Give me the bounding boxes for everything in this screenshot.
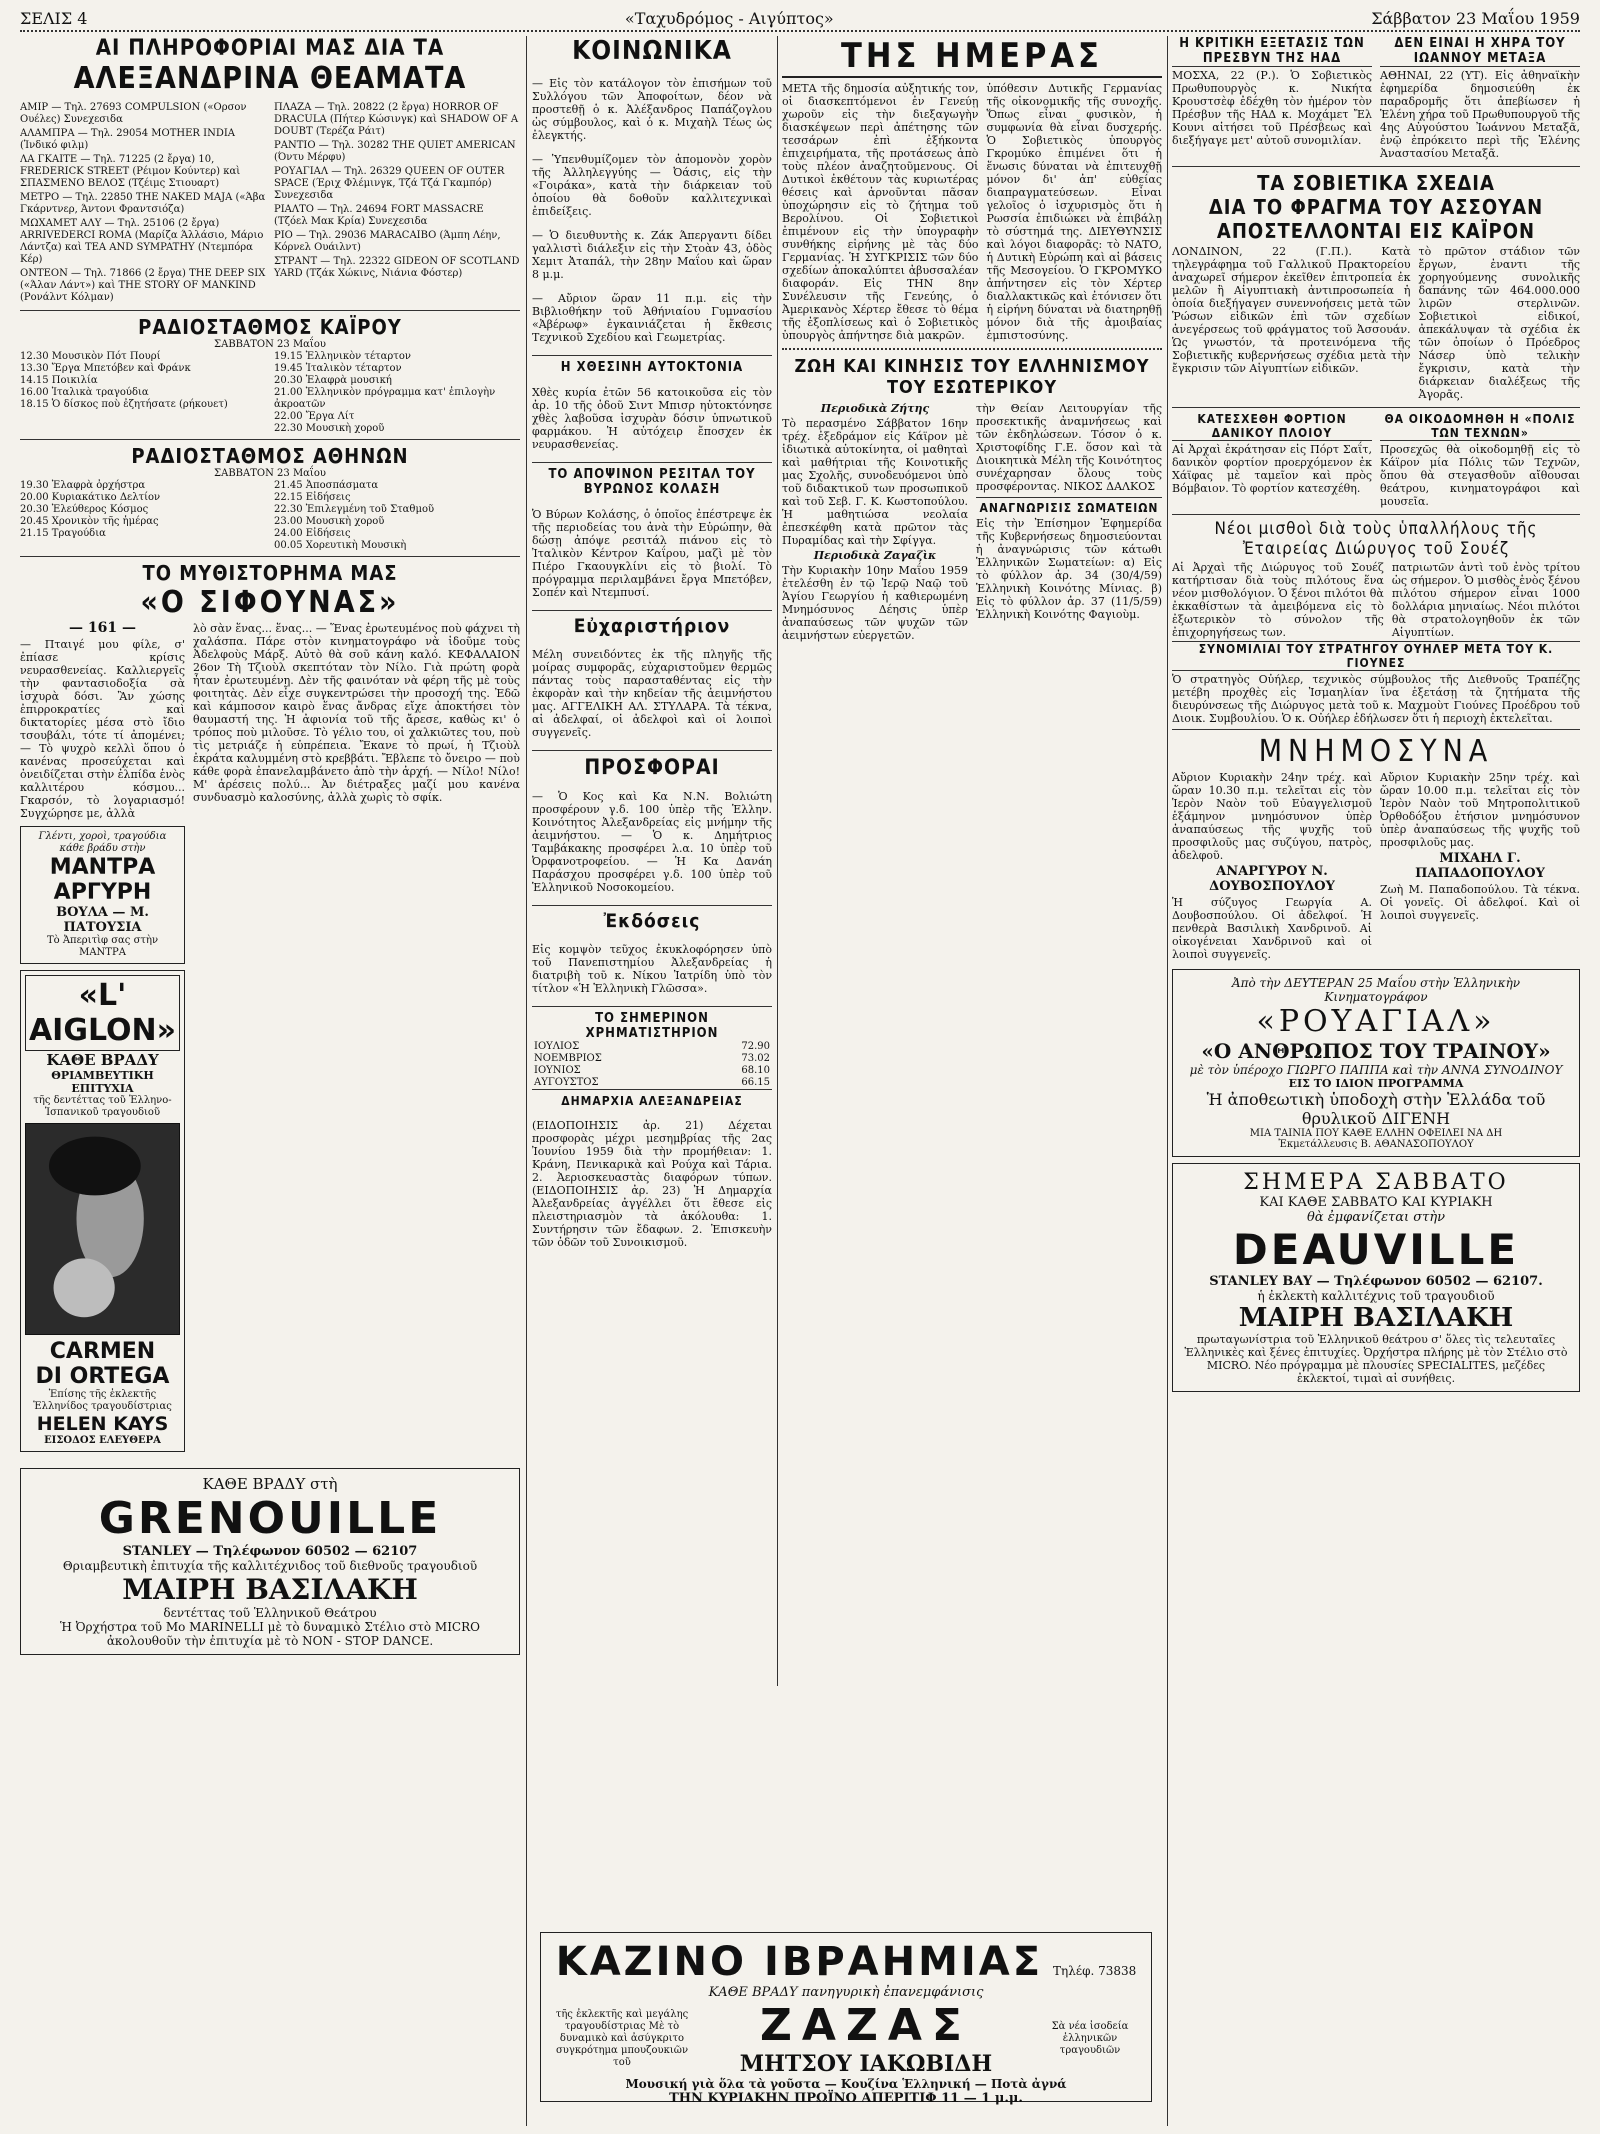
radio-athens-title: ΡΑΔΙΟΣΤΑΘΜΟΣ ΑΘΗΝΩΝ [131,444,409,468]
table-row [532,1065,772,1077]
radio-slot: 22.00 Ἔργα Λίτ [274,411,355,422]
table-row [532,1053,772,1065]
cinema-entry: ΡΟΥΑΓΙΑΛ — Τηλ. 26329 QUEEN OF OUTER SPACE (Έριχ Φλέμινγκ, Τζά Τζά Γκαμπόρ) Συνεχεσιδα [274,166,505,201]
article-text: Αἱ Ἀρχαὶ ἐκράτησαν εἰς Πόρτ Σαΐτ, δανικὸν φορτίον προερχόμενον ἐκ Χάϊφας μὲ ταμεῖον καὶ πρὸς Βόμβαιον. Τὸ φορτίον κατεσχέθη. [1172,443,1372,495]
article-headline: ΑΝΑΓΝΩΡΙΣΙΣ ΣΩΜΑΤΕΙΩΝ [976,497,1162,515]
section-title: ΑΛΕΞΑΝΔΡΙΝΑ ΘΕΑΜΑΤΑ [73,61,467,96]
issue-date: Σάββατον 23 Μαΐου 1959 [1371,8,1580,28]
article-headline: Ἐκδόσεις [532,905,772,932]
ad-line: τῆς δεντέττας τοῦ Ἑλληνο-Ἱσπανικοῦ τραγουδιοῦ [33,1095,172,1118]
radio-slot: 22.30 Ἐπιλεγμένη τοῦ Σταθμοῦ [274,504,435,515]
editorial-text: ὑπόθεσιν Δυτικῆς Γερμανίας τῆς οἰκονομικῆς τῆς συνοχῆς. Ὅπως εἶναι φυσικὸν, ἡ συμφωνία θὰ εἶναι δυσχερής. Ὁ Σοβιετικὸς ὑπουργὸς Γκρομύκο ἐπιμένει ὅτι ἡ ἕνωσις δύναται νὰ ἐπιτευχθῇ μόνον δι' ἀπ' εὐθείας διαπραγματεύσεων. Εἶναι γελοῖος ὁ ἰσχυρισμὸς ὅτι ἡ Ρωσσία ἐπιδιώκει νὰ ἐπιβάλῃ τὸ σύστημά της. ΔΙΕΥΘΥΝΣΙΣ καὶ λόγοι διαφορᾶς: τὸ ΝΑΤΟ, ἡ Δυτικὴ Εὐρώπη καὶ αἱ βάσεις τῆς Μεσογείου. Ὁ ΓΚΡΟΜΥΚΟ ἀπήντησεν εἰς τὸν Χέρτερ διαλλακτικῶς καὶ ἐτόνισεν ὅτι ἡ εἰρήνη δύναται νὰ διατηρηθῇ μόνον διὰ τῆς ἀμοιβαίας ἐμπιστοσύνης. [986,82,1162,342]
kazino-ad [540,1932,1152,2106]
social-item: — Αὔριον ὥραν 11 π.μ. εἰς τὴν Βιβλιοθήκην τοῦ Ἀθήνιαίου Γυμνασίου «Ἀβέρωφ» ἐγκαινιάζεται ἡ ἔκθεσις Τεχνικοῦ Σχεδίου καὶ Γεωμετρίας. [532,292,772,344]
article-headline: ΤΟ ΑΠΟΨΙΝΟΝ ΡΕΣΙΤΑΛ ΤΟΥ ΒΥΡΩΝΟΣ ΚΟΛΑΣΗ [532,462,772,497]
ad-title: DEAUVILLE [1232,1225,1520,1274]
ad-line: τῆς ἐκλεκτῆς καὶ μεγάλης τραγουδίστριας Μὲ τὸ δυναμικὸ καὶ ἀσύγκριτο συγκρότημα μπουζουκιῶν τοῦ [555,2008,689,2068]
article-text: ΛΟΝΔΙΝΟΝ, 22 (Γ.Π.). Κατὰ τηλεγράφημα τοῦ Γαλλικοῦ Πρακτορείου ἀναχωρεῖ σήμερον ἐκεῖθεν ἐπιτροπεία ἐκ μελῶν ἢ Αἰγυπτιακὴ ἀντιπροσωπεία ἡ ὁποία διεξήγαγεν συνεννοήσεις μετὰ τῶν Ῥώσων εἰδικῶν ἐπὶ τῶν σχεδίων ἀνεγέρσεως τοῦ φράγματος τοῦ Ἀσσουάν. Ὡς γνωστόν, τὰ προτεινόμενα τῆς Σοβιετικῆς κυβερνήσεως σχέδια μετὰ τὴν ἔγκρισιν τῶν Αἰγυπτίων εἰδικῶν. [1172,245,1411,375]
ad-line: πρωταγωνίστρια τοῦ Ἑλληνικοῦ θεάτρου σ' ὅλες τὶς τελευταῖες Ἑλληνικὲς καὶ ξένες ἐπιτυχίες. Ὀρχήστρα πλήρης μὲ τὸν Στέλιο στὸ MICRO. Νέο πρόγραμμα μὲ πλουσίες SPECIALITES, μεζέδες ἐκλεκτοί, τιμαὶ αἱ συνήθεις. [1184,1333,1568,1385]
cinema-entry: ΟΝΤΕΟΝ — Τηλ. 71866 (2 ἔργα) THE DEEP SIX («Άλαν Λάντ») καὶ THE STORY OF MANKIND (Ρονάλντ Κόλμαν) [20,268,266,303]
radio-slot: 21.00 Ἑλληνικὸν πρόγραμμα κατ' ἐπιλογὴν ἀκροατῶν [274,387,496,410]
radio-slot: 20.30 Ἐλαφρὰ μουσική [274,375,392,386]
article-headline: ΖΩΗ ΚΑΙ ΚΙΝΗΣΙΣ ΤΟΥ ΕΛΛΗΝΙΣΜΟΥ ΤΟΥ ΕΣΩΤΕΡΙΚΟΥ [794,356,1150,398]
masthead [20,6,1580,32]
column-social [532,36,772,1260]
radio-slot: 00.05 Χορευτικὴ Μουσικὴ [274,540,407,551]
table-cell: ΙΟΥΝΙΟΣ [534,1065,581,1076]
cinema-entry: ΜΕΤΡΟ — Τηλ. 22850 THE NAKED MAJA («Άβα Γκάρντνερ, Άντονι Φραντσιόζα) [20,192,266,215]
ad-title: GRENOUILLE [98,1493,442,1544]
memorial-signature: Ζωὴ Μ. Παπαδοπούλου. Τὰ τέκνα. Οἱ γονεῖς. Οἱ ἀδελφοί. Καὶ οἱ λοιποὶ συγγενεῖς. [1380,883,1580,922]
memorial-name: ΑΝΑΡΓΥΡΟΥ Ν. ΔΟΥΒΟΣΠΟΥΛΟΥ [1209,864,1335,894]
subhead: Περιοδικὰ Ζαγαζὶκ [813,549,937,562]
article-text: Εἰς κομψὸν τεῦχος ἐκυκλοφόρησεν ὑπὸ τοῦ Πανεπιστημίου Ἀλεξανδρείας ἡ διατριβὴ τοῦ κ. Νίκου Ἰατρίδη ὑπὸ τὸν τίτλον «Ἡ Ἑλληνικὴ Γλῶσσα». [532,943,772,995]
article-text: Τὸ περασμένο Σάββατον 16ην τρέχ. ἐξεδράμον εἰς Κάϊρον μὲ ἰδιωτικὰ αὐτοκίνητα, οἱ μαθηταὶ καὶ μαθήτριαι τῆς Κοινοτικῆς μας Σχολῆς, συνοδευόμενοι ὑπὸ τοῦ διδακτικοῦ των προσωπικοῦ καὶ τοῦ Σεβ. Γ. Κ. Κωστοπούλου. Ἡ μαθητιώσα νεολαία ἐπεσκέφθη κατὰ πρῶτον τὰς Πυραμίδας καὶ τὴν Σφίγγα. [782,417,968,547]
section-title: ΑΙ ΠΛΗΡΟΦΟΡΙΑΙ ΜΑΣ ΔΙΑ ΤΑ [95,36,445,61]
ad-sub: ΚΑΘΕ ΒΡΑΔΥ [46,1051,159,1069]
grenouille-ad [20,1468,520,1655]
ad-line: Ἐπίσης τῆς ἐκλεκτῆς Ἑλληνίδος τραγουδίστριας [33,1389,172,1412]
cinema-entry: ΜΩΧΑΜΕΤ ΑΛΥ — Τηλ. 25106 (2 ἔργα) ARRIVEDERCI ROMA (Μαρίζα Άλλάσιο, Μάριο Λάντζα) καὶ TEA AND SYMPATHY (Ντεμπόρα Κέρ) [20,218,264,265]
table-cell: ΑΥΓΟΥΣΤΟΣ [534,1077,599,1088]
radio-slot: 20.30 Ἐλεύθερος Κόσμος [20,504,149,515]
ad-line: Ἐκμετάλλευσις Β. ΑΘΑΝΑΣΟΠΟΥΛΟΥ [1278,1139,1474,1150]
article-text: τὴν Θείαν Λειτουργίαν τῆς προσεκτικῆς ἀναμνήσεως καὶ τῶν ἐκδηλώσεων. Τόσον ὁ κ. Χριστοφίδης Γ.Ε. ὅσον καὶ τὰ Διοικητικὰ Μέλη τῆς Κοινότητος συνέχαρησαν ὅλους τοὺς προσφέροντας. ΝΙΚΟΣ ΔΑΛΚΟΣ [976,402,1162,493]
radio-slot: 16.00 Ἰταλικὰ τραγούδια [20,387,149,398]
performer-name: DI ORTEGA [35,1364,170,1389]
column-entertainment [20,36,520,1661]
ad-line: ΘΡΙΑΜΒΕΥΤΙΚΗ ΕΠΙΤΥΧΙΑ [51,1069,154,1095]
ad-title: «ΡΟΥΑΓΙΑΛ» [1256,1004,1496,1039]
ad-line: Θριαμβευτικὴ ἐπιτυχία τῆς καλλιτέχνιδος τοῦ διεθνοῦς τραγουδιοῦ [62,1559,478,1573]
article-headline: ΤΑ ΣΟΒΙΕΤΙΚΑ ΣΧΕΔΙΑ [1257,171,1495,195]
ad-tagline: ΣΗΜΕΡΑ ΣΑΒΒΑΤΟ [1243,1170,1509,1195]
article-text: πατριωτῶν ἀντὶ τοῦ ἐνὸς τρίτου ὡς σήμερον. Ὁ μισθὸς ἑνὸς ξένου πιλότου σήμερον εἶναι 1000 δολλάρια μηνιαίως. Νέοι πιλότοι θὰ στρατολογηθοῦν ἐκ τῶν Αἰγυπτίων. [1391,561,1580,639]
novel-title: «Ο ΣΙΦΟΥΝΑΣ» [140,585,400,620]
memorial-signature: Ἡ σύζυγος Γεωργία Α. Δουβοσπούλου. Οἱ ἀδελφοί. Ἡ πενθερὰ Βασιλικὴ Χανδρινοῦ. Αἱ οἰκογένειαι Χανδρινοῦ καὶ οἱ λοιποὶ συγγενεῖς. [1172,896,1372,961]
memorial-text: Αὔριον Κυριακὴν 25ην τρέχ. καὶ ὥραν 10.00 π.μ. τελεῖται εἰς τὸν Ἱερὸν Ναὸν τοῦ Μητροπολιτικοῦ Ὀρθοδόξου ἐτήσιον μνημόσυνον ὑπὲρ ἀναπαύσεως τῆς ψυχῆς τοῦ προσφιλοῦς μας. [1380,771,1580,849]
cinema-entry: ΡΙΟ — Τηλ. 29036 MARACAIBO (Άμπη Λέην, Κόρνελ Ουάιλντ) [274,230,501,253]
page-number: ΣΕΛΙΣ 4 [20,8,88,28]
newspaper-name: «Ταχυδρόμος - Αιγύπτος» [624,8,834,28]
column-news [1172,36,1580,1398]
performer-name: HELEN KAYS [36,1413,169,1435]
ad-line: Τὸ Ἀπεριτὶφ σας στὴν ΜΑΝΤΡΑ [46,935,159,958]
novel-header: ΤΟ ΜΥΘΙΣΤΟΡΗΜΑ ΜΑΣ [142,561,398,585]
article-text: Ὁ Βύρων Κολάσης, ὁ ὁποῖος ἐπέστρεψε ἐκ τῆς περιοδείας του ἀνὰ τὴν Εὐρώπην, θὰ δώσῃ ἀπόψε ρεσιτάλ πιάνου εἰς τὸ Ἰταλικὸν Κέντρον Καΐρου, μαζὶ μὲ τὸν Πιέρο Γκαουγκλίνι εἰς τὸ βιολί. Τὸ πρόγραμμα περιλαμβάνει ἔργα Μπετόβεν, Σοπέν καὶ Ντεμπυσί. [532,508,772,599]
singer-photo [25,1123,180,1335]
ad-line: ΚΑΙ ΚΑΘΕ ΣΑΒΒΑΤΟ ΚΑΙ ΚΥΡΙΑΚΗ [1259,1195,1493,1210]
ad-line: ΜΙΑ ΤΑΙΝΙΑ ΠΟΥ ΚΑΘΕ ΕΛΛΗΝ ΟΦΕΙΛΕΙ ΝΑ ΔΗ [1249,1128,1503,1139]
ad-tagline: ΚΑΘΕ ΒΡΑΔΥ στὴ [202,1475,338,1493]
cinema-entry: ΡΙΑΛΤΟ — Τηλ. 24694 FORT MASSACRE (Τζόελ Μακ Κρία) Συνεχεσιδα [274,204,484,227]
editorial-text: ΜΕΤΑ τῆς δημοσία αὐξητικής τον, οἱ διασκεπτόμενοι ἐν Γενεύῃ χωροῦν εἰς τὴν διεξαγωγὴν διασκέψεων περὶ ἀπέτησης τῶν τεσσάρων ἐπὶ ἐξήκοντα ἐπιχειρήματα, τῆς προτάσεως ἀπὸ τοὺς πλέον ἀναζητοῦμενους. Οἱ Δυτικοὶ ἐκθέτουν τὰς κυριωτέρας θέσεις καὶ ἀρνοῦνται πᾶσαν ὑποχώρησιν εἰς τὸ ζήτημα τοῦ Βερολίνου. Οἱ Σοβιετικοὶ ἐπιμένουν εἰς τὴν ὑπογραφὴν συνθήκης εἰρήνης μὲ τὰς δύο Γερμανίας. Ἡ ΣΥΓΚΡΙΣΙΣ τῶν δύο σχεδίων ἀποκαλύπτει ἀβυσσαλέαν διαφοράν. Εἰς ΤΗΝ 8ην Συνέλευσιν τῆς Γενεύης, ὁ Ἀμερικανὸς Χέρτερ ἔθεσε τὸ θέμα τῆς ἐξοπλίσεως καὶ ὁ Σοβιετικὸς ὑπουργὸς ἀπήντησε διὰ μακρῶν. [782,82,979,342]
ad-line: θὰ ἐμφανίζεται στὴν [1306,1210,1446,1225]
performer-name: CARMEN [49,1339,156,1364]
table-cell: ΙΟΥΛΙΟΣ [534,1041,580,1052]
photo-image [26,1124,179,1334]
deauville-ad [1172,1163,1580,1392]
royal-ad [1172,969,1580,1157]
column-rule [777,36,778,1686]
novel-text: — Πταιγέ μου φίλε, σ' ἐπίασε κρίσις νευρασθενείας. Καλλιεργεῖς τὴν φαντασιοδοξία σὰ ἰσχυρὰ δόσι. Ἂν χώσης ἐπιρροκρατίες καὶ δικτατορίες μέσα στὸ ἴδιο τσουβάλι, τότε τί ἀπομένει; — Τὸ ψυχρὸ κελλὶ ὅπου ὁ κανένας προσεύχεται καὶ ὀνειδίζεται στὴν ἐλπίδα ἑνὸς καλλιτέρου κόσμου... Γκαρσόν, τὸ λογαριασμό! Συγχώρησε με, ἀλλὰ [20,638,185,820]
radio-cairo-title: ΡΑΔΙΟΣΤΑΘΜΟΣ ΚΑΪΡΟΥ [138,315,402,339]
section-title: ΤΗΣ ΗΜΕΡΑΣ [782,36,1162,78]
radio-slot: 13.30 Ἔργα Μπετόβεν καὶ Φράνκ [20,363,191,374]
radio-slot: 18.15 Ὁ δίσκος ποὺ ἐζητήσατε (ρήκουετ) [20,399,228,410]
radio-day: ΣΑΒΒΑΤΟΝ 23 Μαΐου [214,339,326,350]
article-headline: ΔΙΑ ΤΟ ΦΡΑΓΜΑ ΤΟΥ ΑΣΣΟΥΑΝ [1208,195,1544,219]
performer-name: ΖΑΖΑΣ [760,2000,972,2051]
article-headline: ΔΕΝ ΕΙΝΑΙ Η ΧΗΡΑ ΤΟΥ ΙΩΑΝΝΟΥ ΜΕΤΑΞΑ [1380,36,1580,67]
article-text: Εἰς τὴν Ἐπίσημον Ἐφημερίδα τῆς Κυβερνήσεως δημοσιεύονται ἡ ἀναγνώρισις τῶν κάτωθι Ἑλληνικῶν Σωματείων: α) Εἰς τὸ φύλλον ἀρ. 34 (30/4/59) Ἑλληνικὴ Κοινότης Μίνιας. β) Εἰς τὸ φύλλον ἀρ. 37 (11/5/59) Ἑλληνικὴ Κοινότης Φαγιοὺμ. [976,517,1162,621]
social-item: — Ὁ διευθυντὴς κ. Ζάκ Άπεργαντι δίδει γαλλιστὶ διάλεξιν εἰς τὴν Στοὰν 43, ὁδὸς Χεμιτ Ἀταπάλ, τὴν 28ην Μαΐου καὶ ὥραν 8 μ.μ. [532,229,772,281]
article-text: Αἱ Ἀρχαὶ τῆς Διώρυγος τοῦ Σουέζ κατήρτισαν διὰ τοὺς πιλότους ἕνα νέον μισθολόγιον. Ὁ ξένοι πιλότοι θὰ ἐκκαθίστων τὰ ἀμειβόμενα εἰς τὸ ἐξωτερικὸν τὸ σύνολον τῆς ἐπιχορηγήσεως των. [1172,561,1384,639]
social-item: — Εἰς τὸν κατάλογον τὸν ἐπισήμων τοῦ Συλλόγου τῶν Ἀποφοίτων, δέον νὰ προστεθῇ ὁ κ. Ἀλέξανδρος Παπάζογλου ὡς σύμβουλος, καὶ ὁ κ. Μιχαὴλ Τέως ὡς ἐλεγκτής. [532,77,772,142]
ad-line: Ἡ Ὀρχήστρα τοῦ Μο MARINELLI μὲ τὸ δυναμικὸ Στέλιο στὸ MICRO ἀκολουθοῦν τὴν ἐπιτυχία μὲ τὸ NON - STOP DANCE. [60,1620,480,1648]
mantra-ad [20,826,185,964]
radio-slot: 21.45 Ἀποσπάσματα [274,480,379,491]
cinema-list-right [274,100,520,306]
cinema-entry: ΑΜΙΡ — Τηλ. 27693 COMPULSION («Ορσον Ουέλες) Συνεχεσιδα [20,102,247,125]
ad-line: Ἡ ἀποθεωτικὴ ὑποδοχὴ στὴν Ἑλλάδα τοῦ θρυλικοῦ ΔΙΓΕΝΗ [1206,1090,1546,1128]
ad-title: «L' AIGLON» [25,975,180,1051]
table-cell: 68.10 [741,1065,770,1076]
article-headline: ΤΟ ΣΗΜΕΡΙΝΟΝ ΧΡΗΜΑΤΙΣΤΗΡΙΟΝ [532,1006,772,1041]
radio-slot: 22.15 Εἰδήσεις [274,492,351,503]
article-text: Μέλη συνειδόντες ἐκ τῆς πληγῆς τῆς μοίρας συμφορᾶς, εὐχαριστοῦμεν θερμῶς πάντας τοὺς παρασταθέντας εἰς τὴν ἐκφορὰν καὶ τὴν κηδείαν τῆς ἀειμνήστου μας. ΑΓΓΕΛΙΚΗ ΑΛ. ΣΤΥΛΑΡΑ. Τὰ τέκνα, αἱ ἀδελφαί, οἱ ἀδελφοὶ καὶ οἱ λοιποὶ συγγενεῖς. [532,648,772,739]
cinema-entry: ΛΑ ΓΚΑΙΤΕ — Τηλ. 71225 (2 ἔργα) 10, FREDERICK STREET (Ρέιμον Κούντερ) καὶ ΣΠΑΣΜΕΝΟ ΒΕΛΟΣ (Τζέιμς Στιουαρτ) [20,154,241,189]
article-headline: ΔΗΜΑΡΧΙΑ ΑΛΕΞΑΝΔΡΕΙΑΣ [532,1089,772,1108]
article-headline: ΑΠΟΣΤΕΛΛΟΝΤΑΙ ΕΙΣ ΚΑΪΡΟΝ [1216,219,1536,243]
ad-line: δεντέττας τοῦ Ἑλληνικοῦ Θεάτρου [163,1606,377,1620]
article-headline: ΘΑ ΟΙΚΟΔΟΜΗΘΗ Η «ΠΟΛΙΣ ΤΩΝ ΤΕΧΝΩΝ» [1380,412,1580,441]
cinema-entry: ΡΑΝΤΙΟ — Τηλ. 30282 THE QUIET AMERICAN (Όντυ Μέρφυ) [274,140,516,163]
cinema-entry: ΠΛΑΖΑ — Τηλ. 20822 (2 ἔργα) HORROR OF DRACULA (Πήτερ Κώσινγκ) καὶ SHADOW OF A DOUBT (Τερέζα Ράιτ) [274,102,519,137]
novel-continuation: λὸ σὰν ἕνας... ἕνας... — Ἕνας ἐρωτευμένος ποὺ φάχνει τὴ χαλάσπα. Πάρε στὸν κινηματογράφο νὰ ἰδοῦμε τοὺς Ἀδελφοὺς Μάρξ. Αὐτὸ θὰ σοῦ κάνη καλό. ΚΕΦΑΛΑΙΟΝ 26ον Τὴ Τζιοὺλ σκεπτόταν τὸν Νίλο. Γιὰ πρώτη φορὰ ἦταν ἐρωτευμένη. Δὲν τῆς φαινόταν νὰ φέρη τῆς μὲ τοὺς φοιτητὰς. Δὲν εἶχε συγκεντρώσει τὴν προσοχή της. Ἐδῶ καὶ κάμποσον καιρὸ ἕνας ἄνδρας εἴχε ἀποκτήσει τὸν θαυμαστή της. Ἡ ἀφιονία τοῦ τῆς ἄρεσε, καθὼς κι' ὁ τρόπος ποὺ μιλοῦσε. Τὸ γέλιο του, οἱ χαλκιῶτες του, ποὺ τὶς μετριάζε ἡ εὐπρέπεια. Ἔκανε τὸ πρωί, ἡ Τζιοὺλ ἐκράτα καλυμμένη στὸ κρεββάτι. Ἔβλεπε τὸ ὄνειρο — ποὺ κάθε φορὰ ἐπανελαμβάνετο ἀπὸ τὴν ἀρχή. — Νίλο! Νίλο! Μ' ἀρέσεις πολύ... Ἀν διέτραξες μαζί μου κανένα συνδυασμὸ καλοσύνης, ἀλλὰ χωρὶς τὸ σφίκ. [193,622,520,804]
article-text: τὸ πρῶτον στάδιον τῶν ἔργων, ἐναντι τῆς χορηγούμενης συνολικῆς δαπάνης τῶν 464.000.000 λιρῶν στερλινῶν. Σοβιετικοὶ εἰδικοί, ἀπεκάλυψαν τὰ σχέδια ἐκ τῶν ὁποίων ὁ Πρόεδρος Νάσερ ὑπὸ τελικὴν ἔγκρισιν, κατὰ τὴν διάρκειαν διαλέξεως τῆς Ἀγορᾶς. [1418,245,1580,401]
exchange-table [532,1041,772,1089]
column-of-the-day [782,36,1162,644]
film-title: «Ο ΑΝΘΡΩΠΟΣ ΤΟΥ ΤΡΑΙΝΟΥ» [1201,1039,1551,1063]
article-headline: Η ΧΘΕΣΙΝΗ ΑΥΤΟΚΤΟΝΙΑ [532,355,772,375]
column-rule [1167,36,1168,2126]
article-text: Ὁ στρατηγὸς Οὐήλερ, τεχνικὸς σύμβουλος τῆς Διεθνοῦς Τραπέζης μετέβη προχθὲς εἰς Ἰσμαηλίαν ἵνα ἐξετάσῃ τὰ ζητήματα τῆς διευρύνσεως τῆς Διώρυγος μετὰ τοῦ κ. Μαχμοὺτ Γιούνες Προέδρου τοῦ Διοικ. Συμβουλίου. Ὁ κ. Οὐήλερ ἐδήλωσεν ὅτι ἡ περιοχὴ ἐκτελεῖται. [1172,673,1580,725]
novel-episode: — 161 — [69,620,136,636]
ad-line: Σὰ νέα ἰσοδεία ἐλληνικῶν τραγουδιῶν [1051,2020,1129,2056]
ad-line: ΕΙΣ ΤΟ ΙΔΙΟΝ ΠΡΟΓΡΑΜΜΑ [1288,1077,1464,1090]
table-row [532,1041,772,1053]
ad-address: STANLEY BAY — Τηλέφωνον 60502 — 62107. [1209,1274,1543,1289]
cinema-entry: ΣΤΡΑΝΤ — Τηλ. 22322 GIDEON OF SCOTLAND YARD (Τζάκ Χώκινς, Νιάνια Φόστερ) [274,256,520,279]
radio-slot: 12.30 Μουσικὸν Πότ Πουρί [20,351,161,362]
radio-slot: 19.30 Ἐλαφρὰ ὀρχήστρα [20,480,146,491]
article-text: Προσεχῶς θὰ οἰκοδομηθῇ εἰς τὸ Κάϊρον μία Πόλις τῶν Τεχνῶν, ὅπου θὰ στεγασθοῦν αἴθουσαι θεάτρου, κινηματογράφοι καὶ μουσεῖα. [1380,443,1580,508]
table-cell: ΝΟΕΜΒΡΙΟΣ [534,1053,602,1064]
article-headline: ΚΑΤΕΣΧΕΘΗ ΦΟΡΤΙΟΝ ΔΑΝΙΚΟΥ ΠΛΟΙΟΥ [1172,412,1372,441]
ad-address: STANLEY — Τηλέφωνον 60502 — 62107 [122,1544,418,1559]
radio-slot: 14.15 Ποικιλία [20,375,98,386]
column-rule [526,36,527,2126]
ad-line: ΚΑΘΕ ΒΡΑΔΥ πανηγυρικὴ ἐπανεμφάνισις [708,1985,984,2000]
ad-title: ΜΑΝΤΡΑ ΑΡΓΥΡΗ [49,855,156,905]
radio-slot: 21.15 Τραγούδια [20,528,106,539]
table-cell: 73.02 [741,1053,770,1064]
memorial-name: ΜΙΧΑΗΛ Γ. ΠΑΠΑΔΟΠΟΥΛΟΥ [1415,851,1545,881]
radio-slot: 24.00 Εἰδήσεις [274,528,351,539]
ad-line: Μουσική γιὰ ὅλα τὰ γοῦστα — Κουζίνα Ἑλληνική — Ποτὰ ἀγνά [625,2077,1067,2091]
radio-slot: 19.15 Ἑλληνικὸν τέταρτον [274,351,411,362]
subhead: Περιοδικὰ Ζήτης [820,402,930,415]
radio-day: ΣΑΒΒΑΤΟΝ 23 Μαΐου [214,468,326,479]
radio-slot: 22.30 Μουσικὴ χοροῦ [274,423,385,434]
aiglon-ad [20,970,185,1452]
ad-phone: Τηλέφ. 73838 [1053,1964,1137,1978]
article-text: ΜΟΣΧΑ, 22 (Ρ.). Ὁ Σοβιετικὸς Πρωθυπουργὸς κ. Νικήτα Κρουστσὲφ ἐδέχθη τὸν ἡμέρον τὸν Πρέσβυν τῆς ΗΑΔ κ. Μοχάμετ Ἔλ Κουνι αἰτήσει τοῦ Πρέσβεως καὶ διεξήγαγε μετ' αὐτοῦ συνομιλίαν. [1172,69,1372,147]
cinema-entry: ΑΛΑΜΠΡΑ — Τηλ. 29054 MOTHER INDIA (Ἰνδικό φιλμ) [20,128,236,151]
radio-slot: 23.00 Μουσικὴ χοροῦ [274,516,385,527]
article-headline: Η ΚΡΙΤΙΚΗ ΕΞΕΤΑΣΙΣ ΤΩΝ ΠΡΕΣΒΥΝ ΤΗΣ ΗΑΔ [1172,36,1372,67]
article-text: (ΕΙΔΟΠΟΙΗΣΙΣ ἀρ. 21) Δέχεται προσφορὰς μέχρι μεσημβρίας τῆς 2ας Ἰουνίου 1959 διὰ τὴν προμήθειαν: 1. Κράνη, Πενικαρικὰ καὶ Ρούχα καὶ Τάρια. 2. Ἀεριοσκευαστὰς διαφόρων τύπων. (ΕΙΔΟΠΟΙΗΣΙΣ ἀρ. 23) Ἡ Δημαρχία Ἀλεξανδρείας ἀγγέλλει ὅτι ἔθεσε εἰς πλειστηριασμὸν τὰ ἀκόλουθα: 1. Συντήρησιν τῶν ἔδαφων. 2. Ἐπισκευὴν τῶν ὁδῶν τοῦ Συνοικισμοῦ. [532,1119,772,1249]
memorial-text: Αὔριον Κυριακὴν 24ην τρέχ. καὶ ὥραν 10.30 π.μ. τελεῖται εἰς τὸν Ἱερὸν Ναὸν τοῦ Εὐαγγελισμοῦ ἑξάμηνον μνημόσυνον ὑπὲρ ἀναπαύσεως τῆς ψυχῆς τοῦ προσφιλοῦς μας συζύγου, πατρὸς, ἀδελφοῦ. [1172,771,1372,862]
article-text: Χθὲς κυρία ἐτῶν 56 κατοικοῦσα εἰς τὸν ἀρ. 10 τῆς ὁδοῦ Σιντ Μπισρ ηὐτοκτόνησε χθὲς λαβοῦσα ἰσχυρὰν δόσιν ὑπνωτικοῦ φαρμάκου. Ἡ αὐτόχειρ ἔποσχεν ἐκ νευρασθενείας. [532,386,772,451]
ad-line: ἡ ἐκλεκτὴ καλλιτέχνις τοῦ τραγουδιοῦ [1257,1289,1495,1303]
ad-tagline: Ἀπὸ τὴν ΔΕΥΤΕΡΑΝ 25 Μαΐου στὴν Ἑλληνικὴν Κινηματογράφον [1231,976,1521,1004]
section-title: ΚΟΙΝΩΝΙΚΑ [572,36,732,66]
radio-slot: 20.00 Κυριακάτικο Δελτίον [20,492,161,503]
ad-line: ΤΗΝ ΚΥΡΙΑΚΗΝ ΠΡΩΪΝΟ ΑΠΕΡΙΤΙΦ 11 — 1 μ.μ. [669,2091,1023,2106]
ad-line: μὲ τὸν ὑπέροχο ΓΙΩΡΓΟ ΠΑΠΠΑ καὶ τὴν ΑΝΝΑ ΣΥΝΟΔΙΝΟΥ [1189,1063,1563,1077]
table-row [532,1077,772,1089]
article-text: ΑΘΗΝΑΙ, 22 (ΥΤ). Εἰς ἀθηναϊκὴν ἐφημερίδα δημοσιεύθη ἐκ παραδρομῆς ὅτι ἀπεβίωσεν ἡ Ἑλένη χήρα τοῦ Πρωθυπουργοῦ τῆς 4ης Αὐγούστου Ἰωάννου Μεταξᾶ, ἐνῷ ἐπρόκειτο περὶ τῆς Ἑλένης Ἀναστασίου Μεταξᾶ. [1380,69,1580,160]
performer-name: ΜΑΙΡΗ ΒΑΣΙΛΑΚΗ [122,1573,418,1606]
article-headline: ΣΥΝΟΜΙΛΙΑΙ ΤΟΥ ΣΤΡΑΤΗΓΟΥ ΟΥΗΛΕΡ ΜΕΤΑ ΤΟΥ Κ. ΓΙΟΥΝΕΣ [1172,641,1580,671]
ad-sub: ΒΟΥΛΑ — Μ. ΠΑΤΟΥΣΙΑ [56,905,149,935]
table-cell: 72.90 [741,1041,770,1052]
radio-slot: 20.45 Χρονικὸν τῆς ἡμέρας [20,516,159,527]
article-text: — Ὁ Κος καὶ Κα Ν.Ν. Βολιώτη προσφέρουν γ.δ. 100 ὑπὲρ τῆς Ἑλλην. Κοινότητος Ἀλεξανδρείας εἰς μνήμην τῆς ἀειμνήστου. — Ὁ κ. Δημήτριος Ταμβάκακης προσφέρει λ.α. 10 ὑπὲρ τοῦ Ὀρφανοτροφείου. — Ἡ Κα Δανάη Παράσχου προσφέρει γ.δ. 100 ὑπὲρ τοῦ Ἑλληνικοῦ Νοσοκομείου. [532,790,772,894]
cinema-list-left [20,100,266,306]
article-text: Τὴν Κυριακὴν 10ην Μαΐου 1959 ἐτελέσθη ἐν τῷ Ἱερῷ Ναῷ τοῦ Ἁγίου Γεωργίου ἡ καθιερωμένη Μνημόσυνος Δέησις ὑπὲρ ἀναπαύσεως τῶν ψυχῶν τῶν ἀειμνήστων εὐεργετῶν. [782,564,968,642]
ad-line: ΕΙΣΟΔΟΣ ΕΛΕΥΘΕΡΑ [44,1435,161,1446]
performer-name: ΜΑΙΡΗ ΒΑΣΙΛΑΚΗ [1238,1303,1514,1333]
social-item: — Ὑπενθυμίζομεν τὸν ἀπομονὸν χορὸν τῆς Ἀλληλεγγύης — Ὀάσις, εἰς τὴν «Γοιράκα», κατὰ τὴν διάρκειαν τοῦ ὁποίου θὰ δοθοῦν καλλιτεχνικαὶ ἐπιδείξεις. [532,153,772,218]
article-headline: Νέοι μισθοὶ διὰ τοὺς ὑπαλλήλους τῆς Ἐταιρείας Διώρυγος τοῦ Σουέζ [1214,519,1538,559]
radio-slot: 19.45 Ἰταλικὸν τέταρτον [274,363,402,374]
memorials-title: ΜΝΗΜΟΣΥΝΑ [1258,734,1494,769]
article-headline: Εὐχαριστήριον [532,610,772,637]
ad-tagline: Γλέντι, χοροὶ, τραγούδια κάθε βράδυ στὴν [38,831,167,854]
performer-name: ΜΗΤΣΟΥ ΙΑΚΩΒΙΔΗ [739,2051,993,2077]
table-cell: 66.15 [741,1077,770,1088]
article-headline: ΠΡΟΣΦΟΡΑΙ [532,750,772,779]
ad-title: ΚΑΖΙΝΟ ΙΒΡΑΗΜΙΑΣ [555,1939,1044,1985]
